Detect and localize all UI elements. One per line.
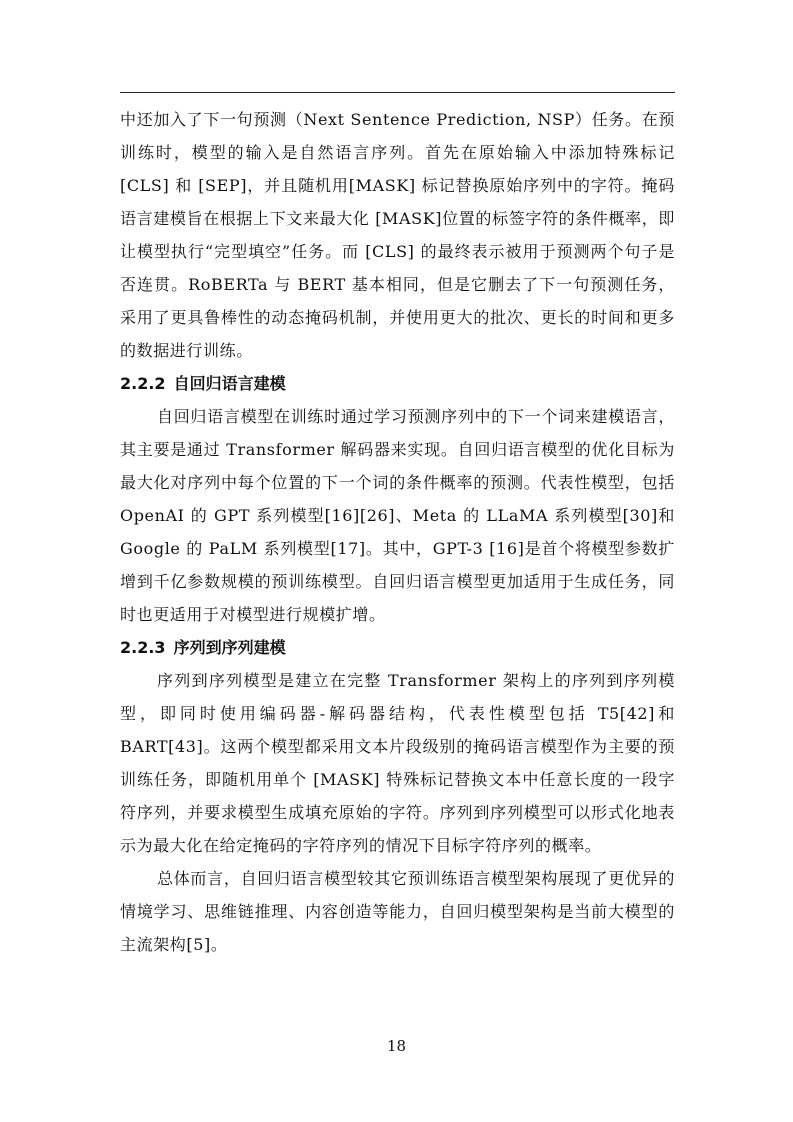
section-title: 自回归语言建模 xyxy=(173,374,286,393)
paragraph-summary: 总体而言，自回归语言模型较其它预训练语言模型架构展现了更优异的情境学习、思维链推理、内容创造等能力，自回归模型架构是当前大模型的主流架构[5]。 xyxy=(120,869,675,954)
section-heading-2-2-2 xyxy=(120,367,675,400)
page-number: 18 xyxy=(386,1037,407,1055)
header-rule xyxy=(120,92,675,93)
section-number: 2.2.3 xyxy=(120,638,166,657)
paragraph-seq2seq: 序列到序列模型是建立在完整 Transformer 架构上的序列到序列模型，即同时使用编码器-解码器结构，代表性模型包括 T5[42]和BART[43]。这两个模型都采用文本片段级别的掩码语言模型作为主要的预训练任务，即随机用单个 [MASK] 特殊标记替换文本中任意长度的一段字符序列，并要求模型生成填充原始的字符。序列到序列模型可以形式化地表示为最大化在给定掩码的字符序列的情况下目标字符序列的概率。 xyxy=(120,671,675,855)
section-title: 序列到序列建模 xyxy=(173,638,286,657)
paragraph-autoregressive: 自回归语言模型在训练时通过学习预测序列中的下一个词来建模语言，其主要是通过 Transformer 解码器来实现。自回归语言模型的优化目标为最大化对序列中每个位置的下一个词的条件概率的预测。代表性模型，包括 OpenAI 的 GPT 系列模型[16][26]、Meta 的 LLaMA 系列模型[30]和 Google 的 PaLM 系列模型[17]。其中，GPT-3 [16]是首个将模型参数扩增到千亿参数规模的预训练模型。自回归语言模型更加适用于生成任务，同时也更适用于对模型进行规模扩增。 xyxy=(120,407,675,624)
section-number: 2.2.2 xyxy=(120,374,166,393)
page-body xyxy=(120,103,675,961)
section-heading-2-2-3 xyxy=(120,631,675,664)
paragraph-nsp-bert: 中还加入了下一句预测（Next Sentence Prediction, NSP）任务。在预训练时，模型的输入是自然语言序列。首先在原始输入中添加特殊标记 [CLS] 和 [SEP]，并且随机用[MASK] 标记替换原始序列中的字符。掩码语言建模旨在根据上下文来最大化 [MASK]位置的标签字符的条件概率，即让模型执行“完型填空”任务。而 [CLS] 的最终表示被用于预测两个句子是否连贯。RoBERTa 与 BERT 基本相同，但是它删去了下一句预测任务，采用了更具鲁棒性的动态掩码机制，并使用更大的批次、更长的时间和更多的数据进行训练。 xyxy=(120,110,675,360)
